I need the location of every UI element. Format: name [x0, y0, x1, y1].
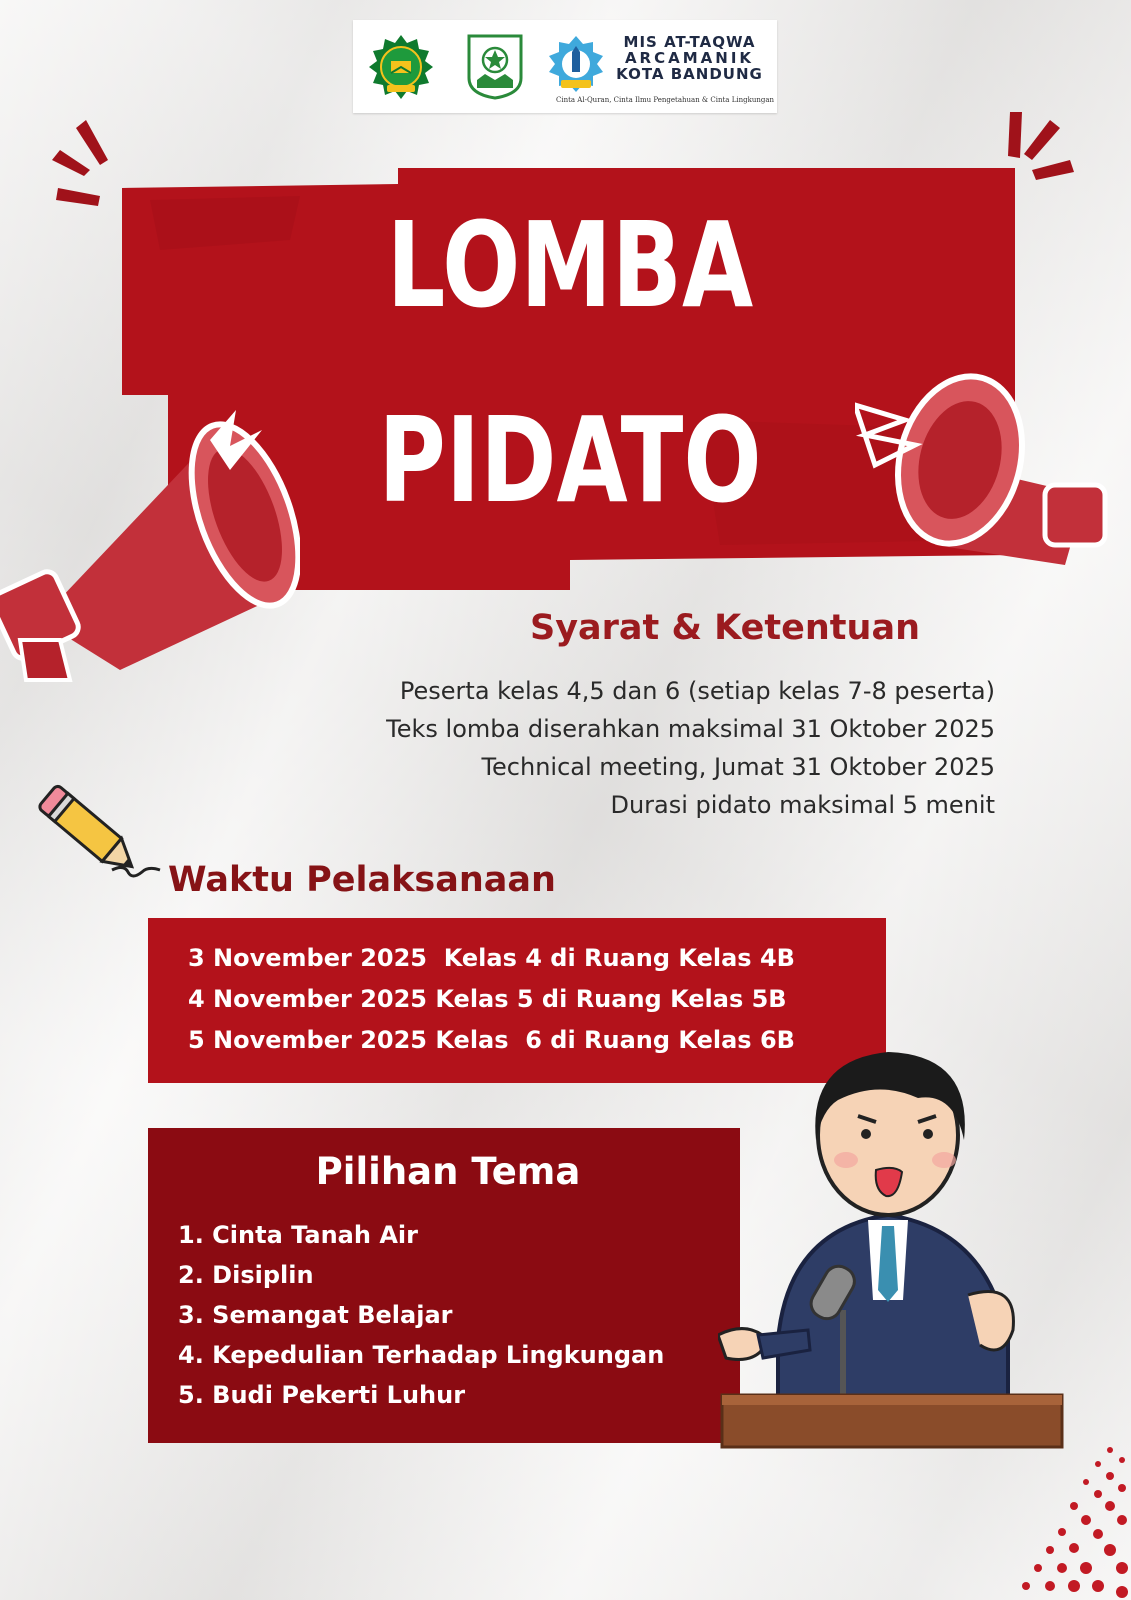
burst-mark: [52, 150, 90, 176]
burst-mark: [1032, 160, 1074, 180]
burst-mark: [1024, 120, 1060, 160]
syarat-item: Peserta kelas 4,5 dan 6 (setiap kelas 7-8 peserta): [399, 677, 995, 705]
burst-mark: [76, 120, 108, 165]
title-line-1: LOMBA: [386, 196, 754, 334]
waktu-heading: Waktu Pelaksanaan: [168, 860, 556, 900]
waktu-item: 4 November 2025 Kelas 5 di Ruang Kelas 5B: [188, 985, 787, 1013]
mis-tagline: Cinta Al-Quran, Cinta Ilmu Pengetahuan & Cinta Lingkungan: [555, 96, 775, 104]
halftone-decoration: [1010, 1430, 1131, 1600]
syarat-item: Technical meeting, Jumat 31 Oktober 2025: [481, 753, 995, 781]
syarat-heading: Syarat & Ketentuan: [530, 608, 920, 648]
speaker-at-podium-illustration: [718, 1040, 1098, 1480]
syarat-list: [250, 672, 995, 824]
waktu-item: 3 November 2025 Kelas 4 di Ruang Kelas 4B: [188, 944, 795, 972]
mis-name-line2: ARCAMANIK: [624, 49, 755, 67]
burst-mark: [56, 188, 100, 206]
tema-item: 3. Semangat Belajar: [178, 1301, 453, 1329]
waktu-list: [188, 938, 795, 1061]
megaphone-icon: [855, 365, 1131, 575]
syarat-item: Durasi pidato maksimal 5 menit: [610, 791, 995, 819]
tema-item: 5. Budi Pekerti Luhur: [178, 1381, 466, 1409]
tema-item: 2. Disiplin: [178, 1261, 314, 1289]
waktu-item: 5 November 2025 Kelas 6 di Ruang Kelas 6B: [188, 1026, 795, 1054]
mis-name-line3: KOTA BANDUNG: [616, 65, 763, 83]
title-line-2: PIDATO: [378, 391, 762, 529]
tema-item: 1. Cinta Tanah Air: [178, 1221, 418, 1249]
tema-list: [178, 1215, 738, 1415]
burst-mark: [1008, 112, 1022, 158]
megaphone-icon: [0, 410, 300, 690]
tema-box: [148, 1128, 740, 1443]
tema-heading: Pilihan Tema: [315, 1150, 581, 1193]
pencil-icon: [28, 778, 168, 888]
mis-name-line1: MIS AT-TAQWA: [623, 33, 756, 51]
syarat-item: Teks lomba diserahkan maksimal 31 Oktober 2025: [386, 715, 995, 743]
tema-item: 4. Kepedulian Terhadap Lingkungan: [178, 1341, 665, 1369]
